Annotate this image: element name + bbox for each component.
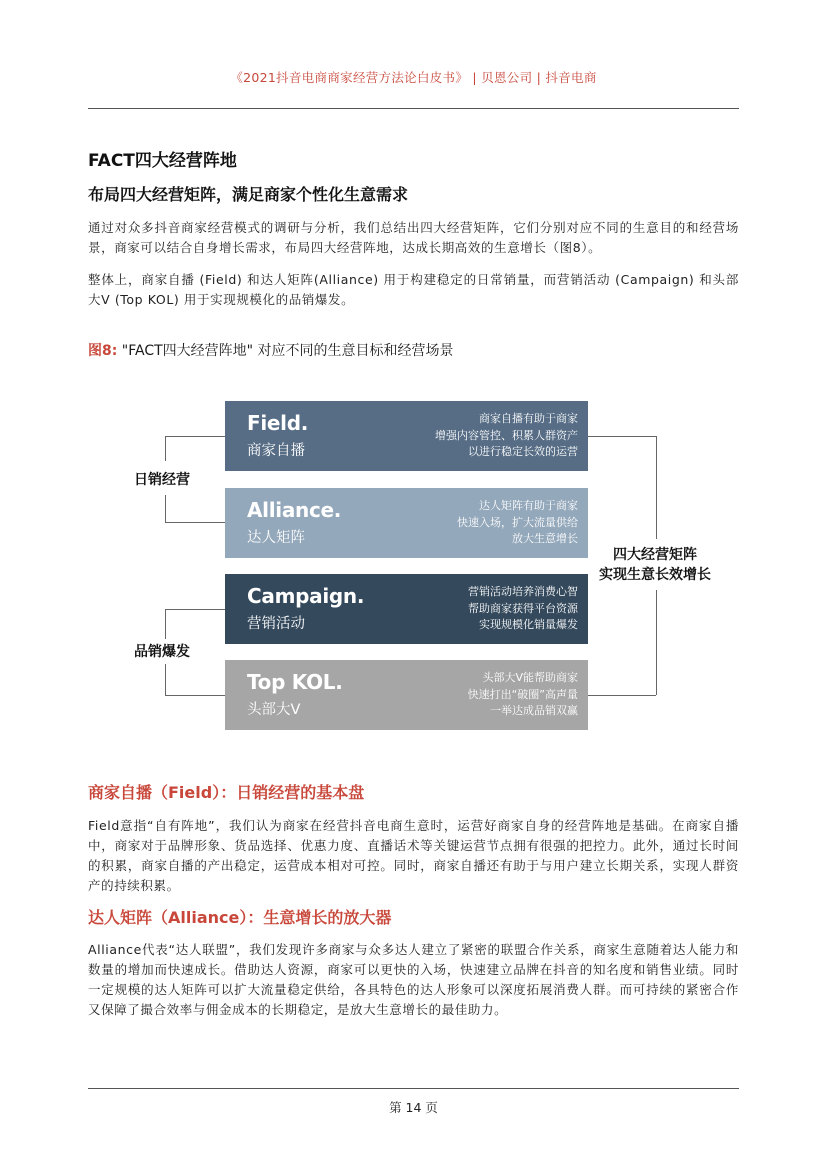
- box-description: [388, 498, 578, 548]
- box-description: [388, 411, 578, 461]
- right-label-line-2: 实现生意长效增长: [599, 567, 711, 583]
- box-description: [388, 670, 578, 720]
- right-label: [590, 545, 720, 585]
- connector-line: [656, 436, 657, 539]
- figure-number: 图8:: [88, 343, 118, 359]
- connector-line: [588, 695, 656, 696]
- desc-line: 增强内容管控、积累人群资产: [435, 428, 578, 442]
- box-alliance: [225, 488, 588, 558]
- box-title-en: Alliance.: [247, 498, 342, 522]
- connector-line: [165, 522, 225, 523]
- connector-line: [165, 436, 166, 461]
- group-label-burst: 品销爆发: [134, 644, 190, 660]
- box-title-cn: 营销活动: [247, 616, 305, 632]
- desc-line: 快速打出“破圈”高声量: [467, 687, 578, 701]
- connector-line: [165, 609, 166, 639]
- figure-caption-text: "FACT四大经营阵地" 对应不同的生意目标和经营场景: [117, 343, 454, 359]
- box-title-en: Field.: [247, 411, 309, 435]
- box-description: [388, 584, 578, 634]
- box-top-kol: [225, 660, 588, 730]
- connector-line: [165, 495, 166, 523]
- right-label-line-1: 四大经营矩阵: [613, 547, 697, 563]
- page-subtitle: 布局四大经营矩阵，满足商家个性化生意需求: [88, 185, 409, 204]
- connector-line: [588, 436, 656, 437]
- header-divider: [88, 108, 739, 109]
- section-text-alliance: Alliance代表“达人联盟”，我们发现许多商家与众多达人建立了紧密的联盟合作关系，商家生意随着达人能力和数量的增加而快速成长。借助达人资源，商家可以更快的入场，快速建立品牌在抖音的知名度和销售业绩。同时一定规模的达人矩阵可以扩大流量稳定供给，各具特色的达人形象可以深度拓展消费人群。而可持续的紧密合作又保障了撮合效率与佣金成本的长期稳定，是放大生意增长的最佳助力。: [88, 942, 739, 1017]
- page-header: 《2021抖音电商商家经营方法论白皮书》 | 贝恩公司 | 抖音电商: [230, 70, 597, 85]
- section-text-field: Field意指“自有阵地”，我们认为商家在经营抖音电商生意时，运营好商家自身的经营阵地是基础。在商家自播中，商家对于品牌形象、货品选择、优惠力度、直播话术等关键运营节点拥有很强的把控力。此外，通过长时间的积累，商家自播的产出稳定，运营成本相对可控。同时，商家自播还有助于与用户建立长期关系，实现人群资产的持续积累。: [88, 818, 739, 893]
- connector-line: [165, 695, 225, 696]
- page-number: 第 14 页: [389, 1100, 438, 1115]
- page-title: FACT四大经营阵地: [88, 151, 237, 171]
- desc-line: 帮助商家获得平台资源: [468, 601, 578, 615]
- footer-divider: [88, 1088, 739, 1089]
- box-campaign: [225, 574, 588, 644]
- box-title-cn: 商家自播: [247, 443, 305, 459]
- section-heading-alliance: 达人矩阵（Alliance）：生意增长的放大器: [88, 908, 392, 927]
- desc-line: 达人矩阵有助于商家: [479, 499, 578, 512]
- desc-line: 营销活动培养消费心智: [468, 585, 578, 598]
- connector-line: [656, 590, 657, 695]
- desc-line: 以进行稳定长效的运营: [468, 445, 578, 458]
- desc-line: 放大生意增长: [512, 532, 578, 545]
- box-field: [225, 401, 588, 471]
- box-title-cn: 达人矩阵: [247, 530, 305, 546]
- box-title-en: Top KOL.: [247, 670, 343, 694]
- group-label-daily: 日销经营: [134, 472, 190, 488]
- connector-line: [165, 664, 166, 695]
- desc-line: 头部大V能帮助商家: [482, 671, 578, 684]
- desc-line: 快速入场，扩大流量供给: [457, 515, 578, 529]
- desc-line: 商家自播有助于商家: [479, 412, 578, 425]
- connector-line: [165, 436, 225, 437]
- connector-line: [165, 609, 225, 610]
- box-title-en: Campaign.: [247, 584, 365, 608]
- figure-caption: [88, 340, 454, 360]
- box-title-cn: 头部大V: [247, 702, 301, 718]
- intro-paragraph-1: 通过对众多抖音商家经营模式的调研与分析，我们总结出四大经营矩阵，它们分别对应不同的生意目的和经营场景，商家可以结合自身增长需求，布局四大经营阵地，达成长期高效的生意增长（图8）。: [88, 220, 739, 255]
- desc-line: 实现规模化销量爆发: [479, 618, 578, 631]
- section-heading-field: 商家自播（Field）：日销经营的基本盘: [88, 783, 365, 802]
- desc-line: 一举达成品销双赢: [490, 704, 578, 717]
- intro-paragraph-2: 整体上，商家自播 (Field) 和达人矩阵(Alliance) 用于构建稳定的日常销量，而营销活动 (Campaign) 和头部大V (Top KOL) 用于实现规模化的品销爆发。: [88, 272, 739, 307]
